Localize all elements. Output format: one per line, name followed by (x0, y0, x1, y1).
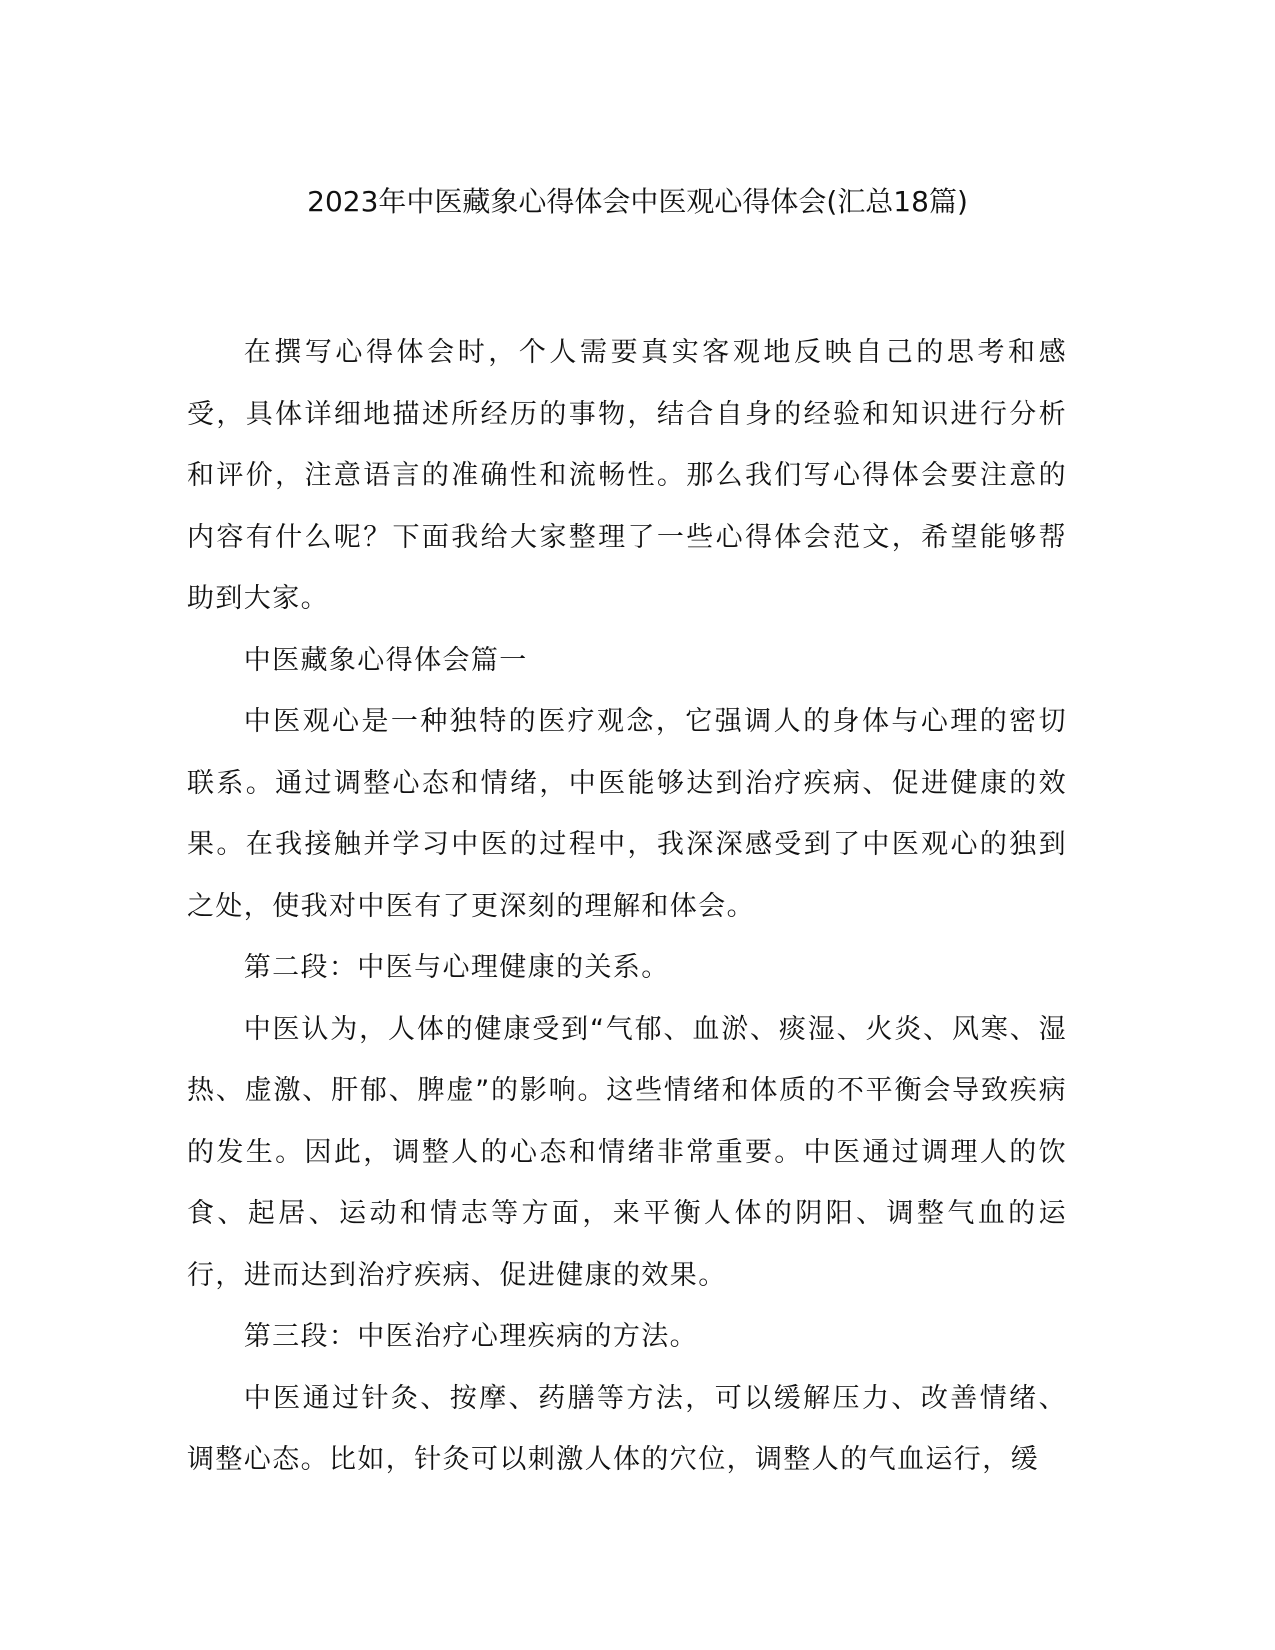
section-heading-paragraph-two: 第二段：中医与心理健康的关系。 (243, 952, 670, 983)
intro-paragraph: 在撰写心得体会时，个人需要真实客观地反映自己的思考和感受，具体详细地描述所经历的事物，结合自身的经验和知识进行分析和评价，注意语言的准确性和流畅性。那么我们写心得体会要注意的内容有什么呢？下面我给大家整理了一些心得体会范文，希望能够帮助到大家。 (187, 337, 1067, 614)
section-heading-part-one: 中医藏象心得体会篇一 (243, 644, 528, 676)
section-heading-paragraph-three: 第三段：中医治疗心理疾病的方法。 (243, 1321, 699, 1352)
document-body (187, 322, 1067, 1491)
body-paragraph: 中医观心是一种独特的医疗观念，它强调人的身体与心理的密切联系。通过调整心态和情绪，中医能够达到治疗疾病、促进健康的效果。在我接触并学习中医的过程中，我深深感受到了中医观心的独到之处，使我对中医有了更深刻的理解和体会。 (187, 706, 1067, 922)
document-title: 2023年中医藏象心得体会中医观心得体会(汇总18篇) (307, 185, 968, 218)
body-paragraph: 中医通过针灸、按摩、药膳等方法，可以缓解压力、改善情绪、调整心态。比如，针灸可以刺激人体的穴位，调整人的气血运行，缓 (187, 1382, 1067, 1475)
body-paragraph: 中医认为，人体的健康受到“气郁、血淤、痰湿、火炎、风寒、湿热、虚激、肝郁、脾虚”的影响。这些情绪和体质的不平衡会导致疾病的发生。因此，调整人的心态和情绪非常重要。中医通过调理人的饮食、起居、运动和情志等方面，来平衡人体的阴阳、调整气血的运行，进而达到治疗疾病、促进健康的效果。 (187, 1013, 1067, 1291)
